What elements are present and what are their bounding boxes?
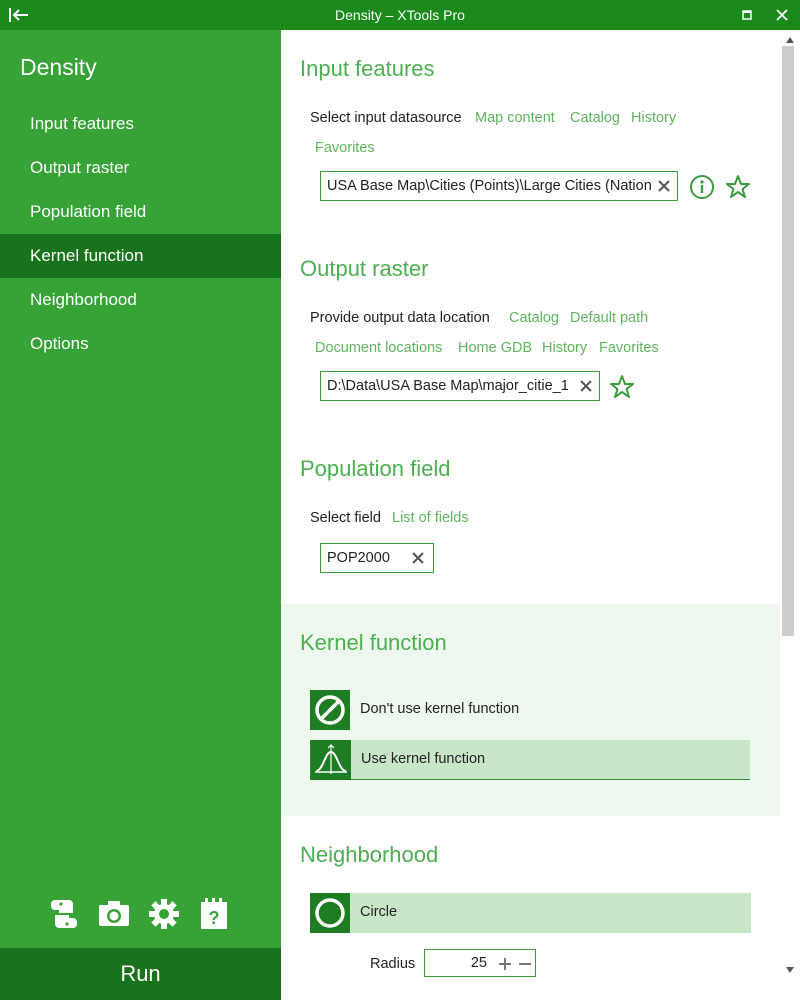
radius-stepper[interactable] (424, 949, 536, 977)
link-favorites[interactable]: Favorites (315, 140, 375, 156)
radius-label: Radius (370, 956, 416, 972)
link-map-content[interactable]: Map content (475, 110, 555, 126)
clear-icon[interactable] (578, 378, 594, 394)
link-history[interactable]: History (542, 340, 588, 356)
bell-curve-icon (311, 740, 351, 780)
sidebar-item-neighborhood[interactable]: Neighborhood (30, 290, 137, 309)
link-list-of-fields[interactable]: List of fields (392, 510, 469, 526)
option-label: Circle (360, 904, 398, 920)
info-icon[interactable] (689, 174, 715, 200)
kernel-function-section (281, 604, 780, 816)
scrollbar-thumb[interactable] (782, 46, 794, 636)
plus-icon[interactable] (497, 956, 513, 972)
population-field-value: POP2000 (327, 550, 390, 566)
help-notebook-icon[interactable] (197, 896, 231, 932)
option-dont-use-kernel[interactable] (310, 690, 750, 730)
output-location-value: D:\Data\USA Base Map\major_citie_1 (327, 378, 569, 394)
sidebar-item-kernel-function[interactable]: Kernel function (0, 234, 281, 278)
input-datasource-field[interactable] (320, 171, 678, 201)
population-field-title: Population field (300, 456, 451, 481)
window-title: Density – XTools Pro (335, 7, 465, 23)
sidebar (0, 30, 281, 1000)
output-raster-title: Output raster (300, 256, 429, 281)
camera-icon[interactable] (97, 896, 131, 932)
link-document-locations[interactable]: Document locations (315, 340, 443, 356)
population-field-prompt: Select field (310, 510, 381, 526)
link-home-gdb[interactable]: Home GDB (458, 340, 533, 356)
link-history[interactable]: History (631, 110, 677, 126)
option-label: Don't use kernel function (360, 701, 520, 717)
main-panel (281, 30, 780, 1000)
svg-text:?: ? (208, 908, 220, 928)
sidebar-item-output-raster[interactable]: Output raster (30, 158, 130, 177)
sidebar-item-population-field[interactable]: Population field (30, 202, 147, 221)
clear-icon[interactable] (656, 178, 672, 194)
no-symbol-icon (310, 690, 350, 730)
input-features-prompt: Select input datasource (310, 110, 462, 126)
kernel-function-title: Kernel function (300, 630, 447, 655)
circle-icon (310, 893, 350, 933)
title-bar (0, 0, 800, 30)
link-favorites[interactable]: Favorites (599, 340, 659, 356)
population-field-input[interactable] (320, 543, 434, 573)
sidebar-item-options[interactable]: Options (30, 334, 89, 353)
python-icon[interactable] (47, 896, 81, 932)
minus-icon[interactable] (517, 956, 533, 972)
neighborhood-title: Neighborhood (300, 842, 439, 867)
favorite-star-icon[interactable] (609, 374, 635, 400)
output-location-field[interactable] (320, 371, 600, 401)
maximize-icon[interactable] (740, 8, 754, 22)
link-catalog[interactable]: Catalog (509, 310, 559, 326)
input-features-title: Input features (300, 56, 435, 81)
sidebar-toolbar (47, 896, 237, 932)
gear-icon[interactable] (147, 896, 181, 932)
sidebar-item-input-features[interactable]: Input features (30, 114, 134, 133)
scroll-down-icon[interactable] (785, 966, 795, 974)
link-catalog[interactable]: Catalog (570, 110, 620, 126)
option-use-kernel[interactable] (310, 740, 750, 780)
radius-value: 25 (470, 955, 487, 971)
close-icon[interactable] (774, 7, 790, 23)
run-button[interactable]: Run (0, 948, 281, 1000)
sidebar-heading: Density (20, 54, 97, 80)
input-datasource-value: USA Base Map\Cities (Points)\Large Cities (Nation (327, 178, 652, 194)
favorite-star-icon[interactable] (725, 174, 751, 200)
link-default-path[interactable]: Default path (570, 310, 649, 326)
clear-icon[interactable] (410, 550, 426, 566)
option-circle[interactable] (310, 893, 751, 933)
option-label: Use kernel function (361, 751, 486, 767)
output-raster-prompt: Provide output data location (310, 310, 490, 326)
scroll-up-icon[interactable] (785, 36, 795, 44)
